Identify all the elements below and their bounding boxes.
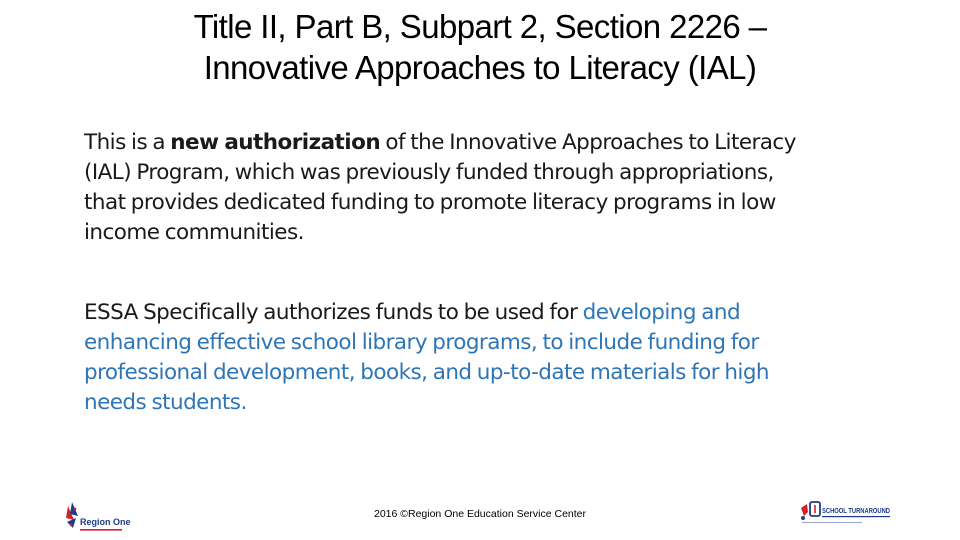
school-turnaround-logo: [798, 498, 894, 528]
region-one-logo: [62, 498, 132, 536]
paragraph-2-line-3: professional development, books, and up-to-date materials for high: [84, 360, 769, 385]
footer-copyright: 2016 ©Region One Education Service Center: [373, 508, 587, 520]
paragraph-1-line-1: [84, 128, 884, 158]
paragraph-2-line-2: enhancing effective school library programs, to include funding for: [84, 330, 759, 355]
paragraph-2-line-1: [84, 298, 884, 328]
paragraph-2-line-4: needs students.: [84, 390, 247, 415]
paragraph-1-line-2: (IAL) Program, which was previously funded through appropriations,: [84, 160, 774, 185]
paragraph-essa: [84, 298, 884, 418]
paragraph-1-line-4: income communities.: [84, 220, 304, 245]
title-line-1: Title II, Part B, Subpart 2, Section 2226 –: [193, 8, 767, 45]
paragraph-1-line-3: that provides dedicated funding to promote literacy programs in low: [84, 190, 776, 215]
title-line-2: Innovative Approaches to Literacy (IAL): [203, 49, 757, 86]
region-one-logo-text: Region One: [80, 517, 131, 527]
paragraph-1-text-post: of the Innovative Approaches to Literacy: [380, 130, 796, 155]
paragraph-authorization: [84, 128, 884, 248]
slide-title: [60, 6, 900, 88]
paragraph-2-text-plain: ESSA Specifically authorizes funds to be used for: [84, 300, 583, 325]
paragraph-1-text-pre: This is a: [84, 130, 171, 155]
new-authorization-emphasis: new authorization: [170, 130, 381, 155]
paragraph-2-highlight-start: developing and: [582, 300, 741, 325]
school-turnaround-logo-text: SCHOOL TURNAROUND: [822, 506, 891, 515]
